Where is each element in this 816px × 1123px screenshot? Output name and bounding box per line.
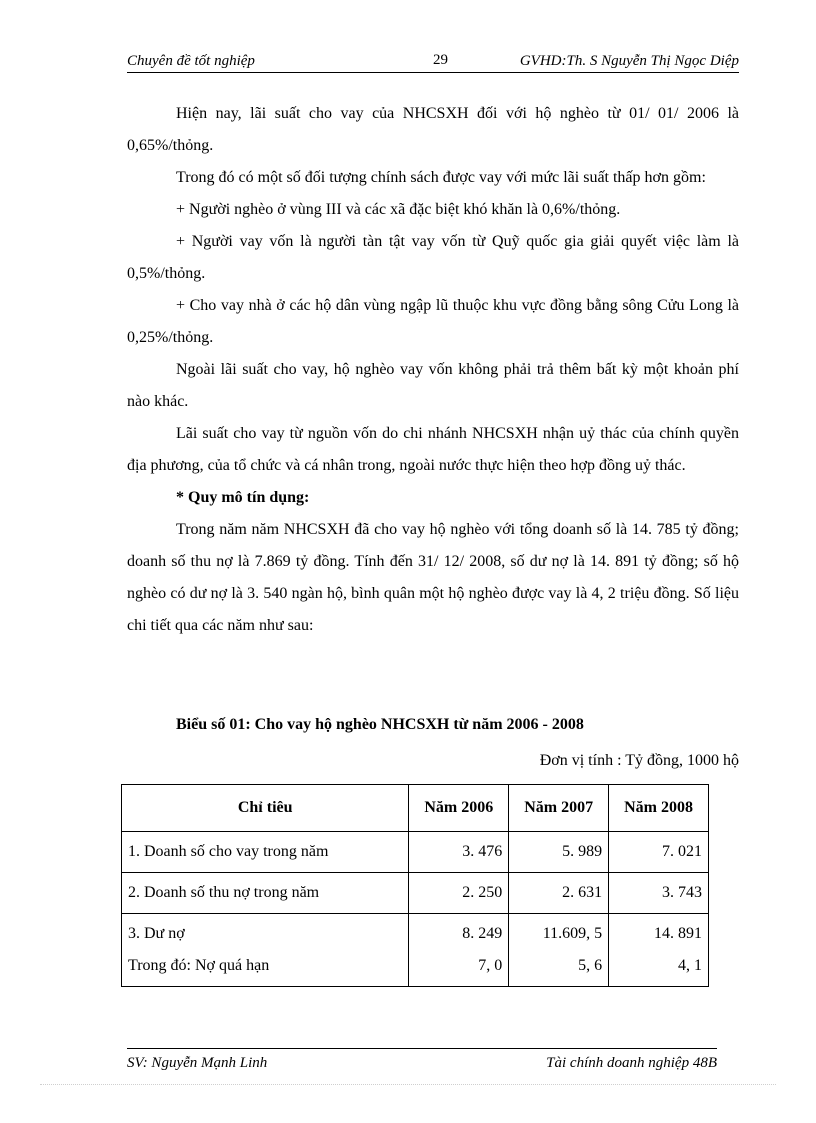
cell-value-group xyxy=(509,914,609,987)
loan-data-table xyxy=(121,784,709,987)
list-item-flood-housing: + Cho vay nhà ở các hộ dân vùng ngập lũ thuộc khu vực đồng bằng sông Cửu Long là 0,25%/thỏng. xyxy=(127,297,739,346)
table-unit-note: Đơn vị tính : Tỷ đồng, 1000 hộ xyxy=(539,752,739,769)
table-row xyxy=(122,832,709,873)
cell-value: 5, 6 xyxy=(578,957,603,974)
row-label: 2. Doanh số thu nợ trong năm xyxy=(122,873,409,914)
header-2008: Năm 2008 xyxy=(609,785,709,832)
cell-value: 3. 743 xyxy=(609,873,709,914)
cell-value-group xyxy=(609,914,709,987)
header-advisor: GVHD:Th. S Nguyễn Thị Ngọc Diệp xyxy=(519,53,739,69)
cell-value: 7. 021 xyxy=(609,832,709,873)
cell-value: 4, 1 xyxy=(678,957,702,974)
paragraph-lower-rate-groups: Trong đó có một số đối tượng chính sách được vay với mức lãi suất thấp hơn gồm: xyxy=(176,169,706,186)
paragraph-interest-rate: Hiện nay, lãi suất cho vay của NHCSXH đối với hộ nghèo từ 01/ 01/ 2006 là 0,65%/thỏng. xyxy=(127,105,739,154)
list-item-disabled: + Người vay vốn là người tàn tật vay vốn từ Quỹ quốc gia giải quyết việc làm là 0,5%/thỏng. xyxy=(127,233,739,282)
paragraph-credit-scale: Trong năm năm NHCSXH đã cho vay hộ nghèo với tổng doanh số là 14. 785 tỷ đồng; doanh số thu nợ là 7.869 tỷ đồng. Tính đến 31/ 12/ 2008, số dư nợ là 14. 891 tỷ đồng; số hộ nghèo có dư nợ là 3. 540 ngàn hộ, bình quân một hộ nghèo được vay là 4, 2 triệu đồng. Số liệu chi tiết qua các năm như sau: xyxy=(127,521,739,634)
cell-value: 2. 250 xyxy=(409,873,509,914)
cell-value: 8. 249 xyxy=(462,925,503,942)
cell-value: 3. 476 xyxy=(409,832,509,873)
row-label-group xyxy=(122,914,409,987)
cell-value: 5. 989 xyxy=(509,832,609,873)
footer-student: SV: Nguyễn Mạnh Linh xyxy=(127,1055,268,1071)
list-item-region-3: + Người nghèo ở vùng III và các xã đặc biệt khó khăn là 0,6%/thỏng. xyxy=(176,201,621,218)
table-row xyxy=(122,873,709,914)
row-label: 3. Dư nợ xyxy=(128,925,185,942)
cell-value: 11.609, 5 xyxy=(542,925,603,942)
table-header-row xyxy=(122,785,709,832)
cell-value: 2. 631 xyxy=(509,873,609,914)
paragraph-no-fees: Ngoài lãi suất cho vay, hộ nghèo vay vốn không phải trả thêm bất kỳ một khoản phí nào khác. xyxy=(127,361,739,410)
paragraph-entrusted-funds: Lãi suất cho vay từ nguồn vốn do chi nhánh NHCSXH nhận uỷ thác của chính quyền địa phương, của tổ chức và cá nhân trong, ngoài nước thực hiện theo hợp đồng uỷ thác. xyxy=(127,425,739,474)
table-row xyxy=(122,914,709,987)
cell-value-group xyxy=(409,914,509,987)
row-label: Trong đó: Nợ quá hạn xyxy=(128,957,270,974)
page-number: 29 xyxy=(433,52,448,68)
section-heading-credit-scale: * Quy mô tín dụng: xyxy=(176,489,310,506)
page-footer xyxy=(127,1048,717,1075)
header-document-type: Chuyên đề tốt nghiệp xyxy=(127,53,255,69)
footer-major: Tài chính doanh nghiệp 48B xyxy=(546,1055,717,1071)
cell-value: 14. 891 xyxy=(654,925,702,942)
page-edge-divider xyxy=(40,1084,776,1085)
page-header xyxy=(127,50,739,73)
header-2007: Năm 2007 xyxy=(509,785,609,832)
cell-value: 7, 0 xyxy=(478,957,503,974)
row-label: 1. Doanh số cho vay trong năm xyxy=(122,832,409,873)
header-2006: Năm 2006 xyxy=(409,785,509,832)
document-body xyxy=(127,98,739,642)
table-caption: Biểu số 01: Cho vay hộ nghèo NHCSXH từ năm 2006 - 2008 xyxy=(176,716,584,733)
header-indicator: Chỉ tiêu xyxy=(122,785,409,832)
